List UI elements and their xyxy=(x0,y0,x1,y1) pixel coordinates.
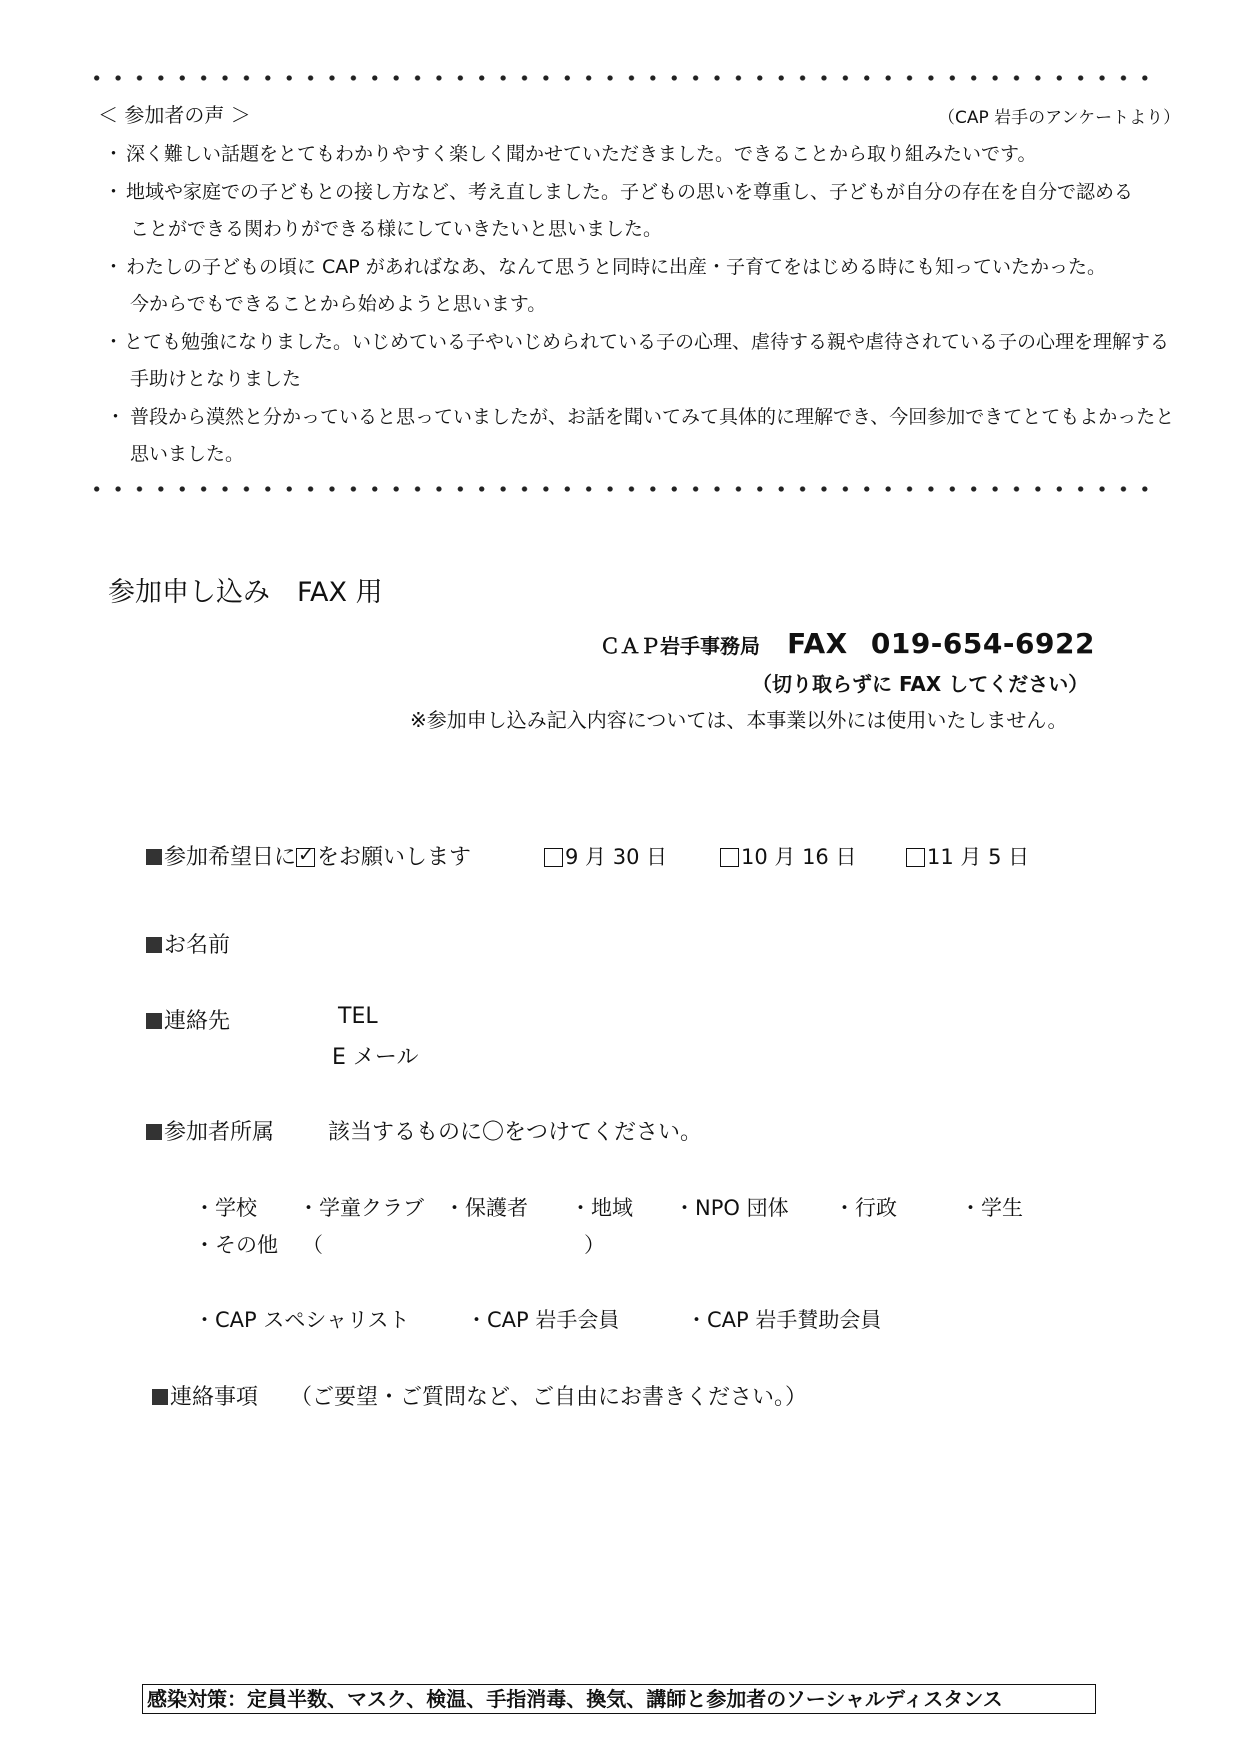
voice-bullet-3: ・ xyxy=(104,256,124,278)
contact-field xyxy=(146,1004,230,1035)
voice-4-line-1: とても勉強になりました。いじめている子やいじめられている子の心理、虐待する親や虐待されている子の心理を理解する xyxy=(124,331,1170,353)
bullet-square-icon xyxy=(146,937,162,953)
voice-bullet-1: ・ xyxy=(104,143,124,165)
date-option-3[interactable] xyxy=(906,841,1029,871)
affiliation-option-afterschool-club[interactable]: ・学童クラブ xyxy=(298,1196,424,1220)
voice-bullet-4: ・ xyxy=(104,331,124,353)
infection-control-notice: 感染対策：定員半数、マスク、検温、手指消毒、換気、講師と参加者のソーシャルディスタンス xyxy=(142,1684,1096,1714)
voice-2-line-2: ことができる関わりができる様にしていきたいと思いました。 xyxy=(130,218,663,240)
bullet-square-icon xyxy=(146,849,162,865)
name-field[interactable] xyxy=(146,928,230,959)
bullet-square-icon xyxy=(152,1389,168,1405)
remarks-label: 連絡事項 xyxy=(170,1385,259,1410)
cap-option-supporting-member[interactable]: ・CAP 岩手賛助会員 xyxy=(686,1308,882,1332)
voice-bullet-2: ・ xyxy=(104,181,124,203)
fax-note: （切り取らずに FAX してください） xyxy=(752,672,1089,696)
cap-option-specialist[interactable]: ・CAP スペシャリスト xyxy=(194,1308,410,1332)
checkbox-example-icon xyxy=(296,848,315,867)
tel-field[interactable]: TEL xyxy=(338,1004,378,1029)
date-selection xyxy=(146,840,471,871)
dotted-divider-top xyxy=(86,75,1156,81)
cap-option-member[interactable]: ・CAP 岩手会員 xyxy=(466,1308,620,1332)
affiliation-note: 該当するものに〇をつけてください。 xyxy=(328,1120,703,1145)
voice-bullet-5: ・ xyxy=(106,406,126,428)
voice-2-line-1: 地域や家庭での子どもとの接し方など、考え直しました。子どもの思いを尊重し、子どもが自分の存在を自分で認める xyxy=(126,181,1134,203)
voice-5-line-1: 普段から漠然と分かっていると思っていましたが、お話を聞いてみて具体的に理解でき、今回参加できてとてもよかったと xyxy=(130,406,1175,428)
voice-1-line-1: 深く難しい話題をとてもわかりやすく楽しく聞かせていただきました。できることから取り組みたいです。 xyxy=(126,143,1037,165)
affiliation-section xyxy=(146,1115,274,1146)
date-option-2[interactable] xyxy=(720,841,856,871)
voice-5-line-2: 思いました。 xyxy=(130,443,245,465)
affiliation-label: 参加者所属 xyxy=(164,1120,275,1145)
office-name: ＣＡＰ岩手事務局 xyxy=(600,634,760,658)
date-1-label: 9 月 30 日 xyxy=(565,845,668,869)
remarks-note: （ご要望・ご質問など、ご自由にお書きください。） xyxy=(290,1385,808,1410)
date-2-label: 10 月 16 日 xyxy=(741,845,857,869)
date-option-1[interactable] xyxy=(544,841,667,871)
voices-source: （CAP 岩手のアンケートより） xyxy=(938,108,1181,128)
date-3-checkbox[interactable] xyxy=(906,848,925,867)
date-1-checkbox[interactable] xyxy=(544,848,563,867)
email-field[interactable]: E メール xyxy=(332,1045,419,1070)
voice-3-line-1: わたしの子どもの頃に CAP があればなあ、なんて思うと同時に出産・子育てをはじめる時にも知っていたかった。 xyxy=(126,256,1107,278)
affiliation-option-student[interactable]: ・学生 xyxy=(960,1196,1023,1220)
affiliation-option-government[interactable]: ・行政 xyxy=(834,1196,897,1220)
voice-3-line-2: 今からでもできることから始めようと思います。 xyxy=(130,293,547,315)
bullet-square-icon xyxy=(146,1013,162,1029)
date-label-pre: 参加希望日に xyxy=(164,845,297,870)
date-3-label: 11 月 5 日 xyxy=(927,845,1030,869)
affiliation-option-community[interactable]: ・地域 xyxy=(570,1196,633,1220)
voice-4-line-2: 手助けとなりました xyxy=(130,368,302,390)
affiliation-option-school[interactable]: ・学校 xyxy=(194,1196,257,1220)
voices-heading: ＜ 参加者の声 ＞ xyxy=(98,103,251,127)
affiliation-option-other[interactable]: ・その他 xyxy=(194,1233,278,1257)
affiliation-option-guardian[interactable]: ・保護者 xyxy=(444,1196,528,1220)
remarks-section[interactable] xyxy=(152,1380,258,1411)
other-close-paren: ） xyxy=(584,1233,605,1257)
date-label-post: をお願いします xyxy=(317,845,472,870)
name-label: お名前 xyxy=(164,933,231,958)
affiliation-option-npo[interactable]: ・NPO 団体 xyxy=(674,1196,789,1220)
date-2-checkbox[interactable] xyxy=(720,848,739,867)
application-title: 参加申し込み FAX 用 xyxy=(108,577,383,608)
contact-label: 連絡先 xyxy=(164,1009,231,1034)
fax-label: FAX xyxy=(787,627,848,660)
bullet-square-icon xyxy=(146,1124,162,1140)
privacy-note: ※参加申し込み記入内容については、本事業以外には使用いたしません。 xyxy=(410,708,1068,732)
other-open-paren: （ xyxy=(302,1233,323,1257)
fax-contact xyxy=(600,627,1095,660)
fax-number: 019-654-6922 xyxy=(870,627,1095,660)
dotted-divider-bottom xyxy=(86,486,1156,492)
